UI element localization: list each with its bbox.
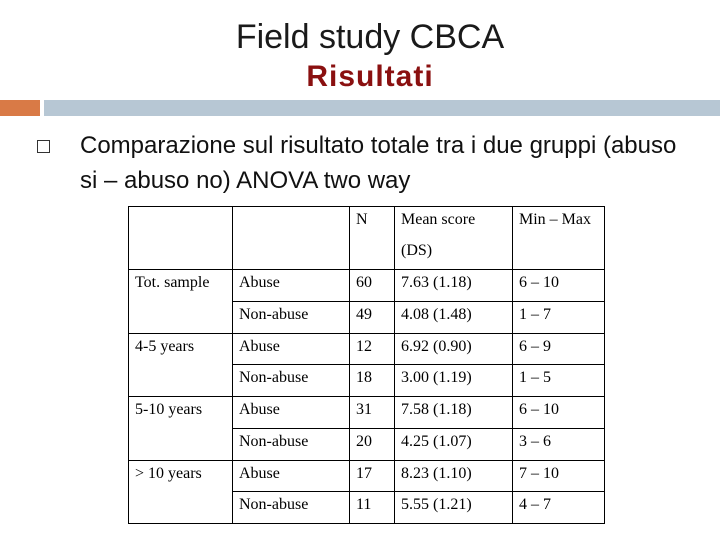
table-row xyxy=(129,270,605,302)
group-label-empty xyxy=(129,365,233,397)
bullet-square-icon xyxy=(37,140,50,153)
header-empty-cell xyxy=(233,238,350,270)
row-range: 6 – 9 xyxy=(513,333,605,365)
row-mean: 8.23 (1.10) xyxy=(395,460,513,492)
slide-title: Field study CBCA xyxy=(235,18,505,56)
row-type: Abuse xyxy=(233,397,350,429)
row-n: 18 xyxy=(350,365,395,397)
table-row xyxy=(129,492,605,524)
group-label: 5-10 years xyxy=(129,397,233,429)
header-empty-cell xyxy=(129,238,233,270)
accent-bar-blue xyxy=(44,100,720,116)
header-empty-cell xyxy=(350,238,395,270)
table-row xyxy=(129,397,605,429)
row-n: 60 xyxy=(350,270,395,302)
table-row xyxy=(129,302,605,334)
table-header-row-2 xyxy=(129,238,605,270)
group-label-empty xyxy=(129,428,233,460)
header-empty-cell xyxy=(129,207,233,239)
row-mean: 5.55 (1.21) xyxy=(395,492,513,524)
slide-subtitle: Risultati xyxy=(306,60,434,93)
row-range: 1 – 7 xyxy=(513,302,605,334)
row-n: 20 xyxy=(350,428,395,460)
row-type: Abuse xyxy=(233,333,350,365)
group-label-empty xyxy=(129,492,233,524)
row-type: Non-abuse xyxy=(233,365,350,397)
row-n: 17 xyxy=(350,460,395,492)
row-type: Non-abuse xyxy=(233,492,350,524)
row-type: Abuse xyxy=(233,460,350,492)
group-label: > 10 years xyxy=(129,460,233,492)
header-empty-cell xyxy=(233,207,350,239)
row-mean: 6.92 (0.90) xyxy=(395,333,513,365)
results-table xyxy=(128,206,605,524)
row-n: 11 xyxy=(350,492,395,524)
row-mean: 3.00 (1.19) xyxy=(395,365,513,397)
header-empty-cell xyxy=(513,238,605,270)
table-row xyxy=(129,428,605,460)
header-mean: Mean score xyxy=(395,207,513,239)
row-n: 31 xyxy=(350,397,395,429)
bullet-text: Comparazione sul risultato totale tra i due gruppi (abuso si – abuso no) ANOVA two way xyxy=(80,132,677,194)
row-range: 6 – 10 xyxy=(513,397,605,429)
header-range: Min – Max xyxy=(513,207,605,239)
table-row xyxy=(129,333,605,365)
row-range: 7 – 10 xyxy=(513,460,605,492)
row-n: 49 xyxy=(350,302,395,334)
row-range: 4 – 7 xyxy=(513,492,605,524)
table-row xyxy=(129,460,605,492)
row-mean: 4.08 (1.48) xyxy=(395,302,513,334)
row-type: Non-abuse xyxy=(233,428,350,460)
table-row xyxy=(129,365,605,397)
row-type: Abuse xyxy=(233,270,350,302)
row-mean: 4.25 (1.07) xyxy=(395,428,513,460)
row-n: 12 xyxy=(350,333,395,365)
accent-bar-orange xyxy=(0,100,40,116)
group-label-empty xyxy=(129,302,233,334)
row-mean: 7.58 (1.18) xyxy=(395,397,513,429)
group-label: 4-5 years xyxy=(129,333,233,365)
row-range: 1 – 5 xyxy=(513,365,605,397)
header-mean-ds: (DS) xyxy=(395,238,513,270)
row-range: 3 – 6 xyxy=(513,428,605,460)
row-mean: 7.63 (1.18) xyxy=(395,270,513,302)
group-label: Tot. sample xyxy=(129,270,233,302)
header-n: N xyxy=(350,207,395,239)
row-type: Non-abuse xyxy=(233,302,350,334)
row-range: 6 – 10 xyxy=(513,270,605,302)
table-header-row xyxy=(129,207,605,239)
